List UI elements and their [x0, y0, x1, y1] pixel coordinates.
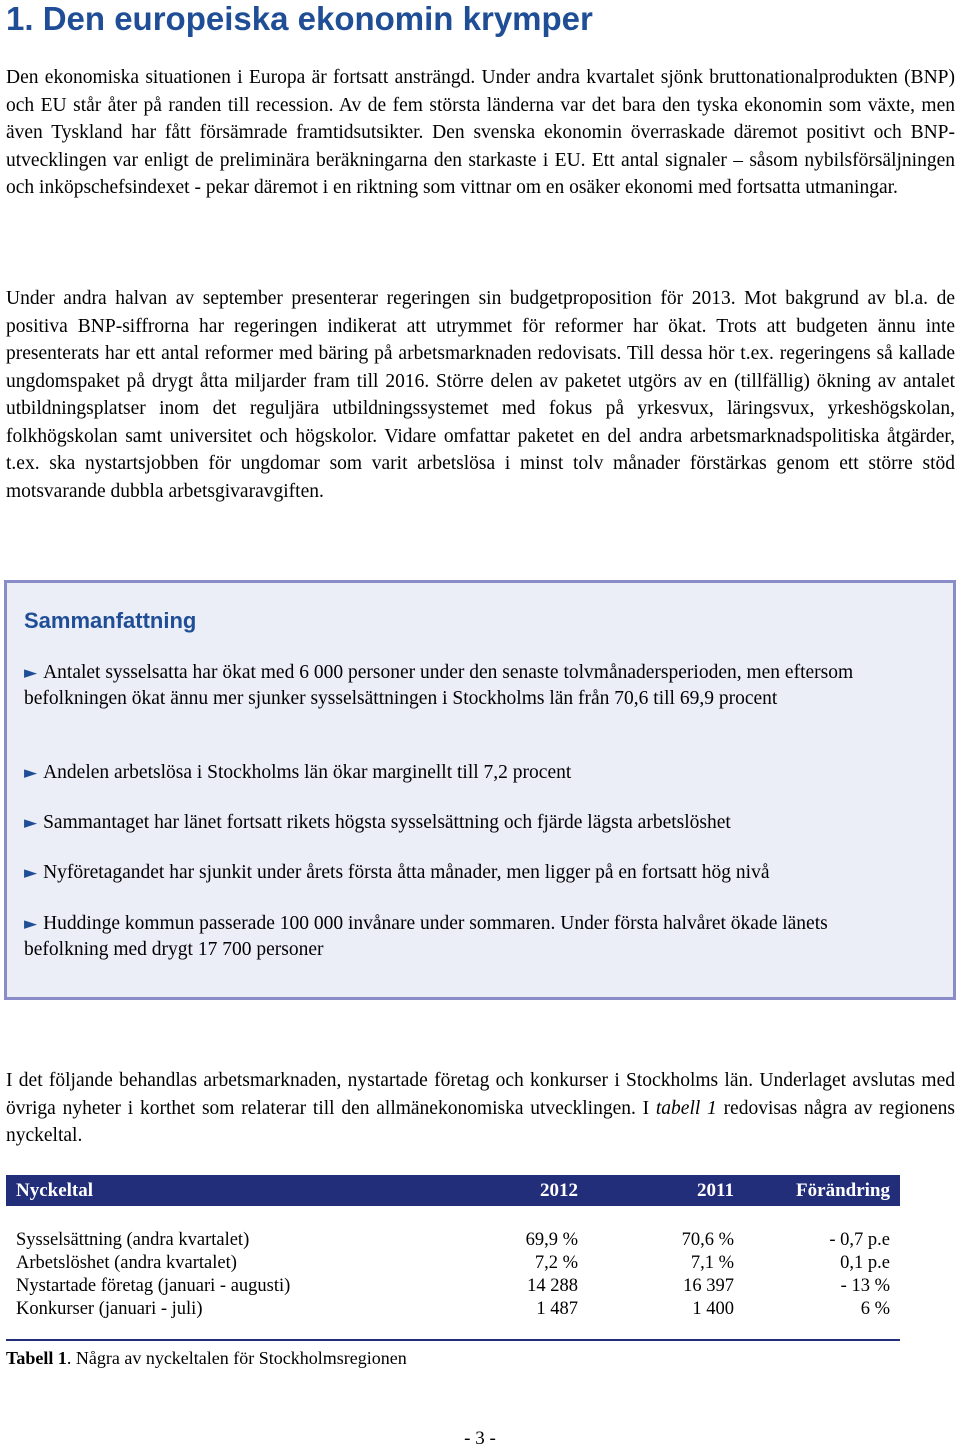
summary-bullet-text: Antalet sysselsatta har ökat med 6 000 personer under den senaste tolvmånadersperioden, men eftersom befolkningen ökat ännu mer sjunker sysselsättningen i Stockholms län från 70,6 till 69,9 procent [24, 662, 854, 709]
summary-bullet-text: Sammantaget har länet fortsatt rikets högsta sysselsättning och fjärde lägsta arbetslöshet [43, 812, 731, 833]
table-cell: 14 288 [527, 1276, 578, 1296]
header-2011: 2011 [697, 1180, 734, 1201]
table-cell: - 0,7 p.e [829, 1230, 890, 1250]
overview-paragraph [6, 1067, 955, 1150]
table-reference: tabell 1 [655, 1097, 717, 1119]
table-cell: Konkurser (januari - juli) [16, 1299, 203, 1319]
bullet-arrow-icon: ► [24, 914, 38, 934]
table-cell: 69,9 % [525, 1230, 578, 1250]
bullet-arrow-icon: ► [24, 863, 38, 883]
caption-text: . Några av nyckeltalen för Stockholmsregionen [66, 1348, 407, 1368]
bullet-arrow-icon: ► [24, 813, 38, 833]
table-cell: 1 487 [536, 1299, 578, 1319]
overview-text: I det följande behandlas arbetsmarknaden, nystartade företag och konkurser i Stockholms län. Underlaget avslutas med övriga nyheter i korthet som relaterar till den allmänekonomiska utvecklingen. I [6, 1070, 955, 1119]
table-cell: Sysselsättning (andra kvartalet) [16, 1230, 250, 1250]
table-cell: 0,1 p.e [840, 1253, 890, 1273]
table-row [6, 1275, 900, 1298]
header-nyckeltal: Nyckeltal [16, 1180, 94, 1201]
table-cell: 6 % [860, 1299, 890, 1319]
intro-paragraph: Den ekonomiska situationen i Europa är fortsatt ansträngd. Under andra kvartalet sjönk bruttonationalprodukten (BNP) och EU står åter på randen till recession. Av de fem största länderna var det bara den tyska ekonomin som växte, men även Tyskland har fått försämrade framtidsutsikter. Den svenska ekonomin överraskade däremot positivt och BNP-utvecklingen var enligt de preliminära beräkningarna den starkaste i EU. Ett antal signaler – såsom nybilsförsäljningen och inköpschefsindexet - pekar däremot i en riktning som vittnar om en osäker ekonomi med fortsatta utmaningar. [6, 67, 955, 198]
table-row [6, 1298, 900, 1321]
summary-box [4, 580, 956, 1000]
table-caption [6, 1346, 407, 1370]
header-forandring: Förändring [796, 1180, 890, 1201]
table-row [6, 1229, 900, 1252]
summary-bullet-text: Nyföretagandet har sjunkit under årets första åtta månader, men ligger på en fortsatt hög nivå [43, 862, 770, 883]
summary-bullet [24, 860, 904, 886]
table-row [6, 1252, 900, 1275]
table-cell: 7,2 % [534, 1253, 578, 1273]
bullet-arrow-icon: ► [24, 763, 38, 783]
table-cell: 16 397 [683, 1276, 734, 1296]
budget-paragraph: Under andra halvan av september presenterar regeringen sin budgetproposition för 2013. Mot bakgrund av bl.a. de positiva BNP-siffrorna har regeringen indikerat att utrymmet för reformer har ökat. Trots att budgeten ännu inte presenterats har ett antal reformer med bäring på arbetsmarknaden redovisats. Till dessa hör t.ex. regeringens så kallade ungdomspaket på drygt åtta miljarder fram till 2016. Större delen av paketet utgörs av en (tillfällig) ökning av antalet utbildningsplatser inom det reguljära utbildningssystemet med fokus på yrkesvux, läringsvux, yrkeshögskolan, folkhögskolan samt universitet och högskolor. Vidare omfattar paketet en del andra arbetsmarknadspolitiska åtgärder, t.ex. ska nystartsjobben för ungdomar som varit arbetslösa i minst tolv månader förstärkas genom ett större stöd motsvarande dubbla arbetsgivaravgiften. [6, 288, 955, 502]
page-heading: 1. Den europeiska ekonomin krymper [6, 0, 593, 37]
caption-label: Tabell 1 [6, 1348, 67, 1368]
summary-bullet [24, 760, 904, 786]
table-cell: - 13 % [840, 1276, 890, 1296]
summary-bullet [24, 911, 904, 962]
summary-bullet [24, 660, 904, 711]
summary-bullet [24, 810, 904, 836]
table-cell: 70,6 % [681, 1230, 734, 1250]
table-cell: 7,1 % [690, 1253, 734, 1273]
bullet-arrow-icon: ► [24, 663, 38, 683]
table-cell: 1 400 [692, 1299, 734, 1319]
table-cell: Nystartade företag (januari - augusti) [16, 1276, 291, 1296]
overview-text-end: redovisas några av regionens nyckeltal. [6, 1097, 955, 1146]
summary-title: Sammanfattning [24, 608, 197, 633]
summary-bullet-text: Andelen arbetslösa i Stockholms län ökar marginellt till 7,2 procent [43, 762, 572, 783]
page-number: - 3 - [464, 1428, 496, 1449]
table-cell: Arbetslöshet (andra kvartalet) [16, 1253, 237, 1273]
summary-bullet-text: Huddinge kommun passerade 100 000 invånare under sommaren. Under första halvåret ökade länets befolkning med drygt 17 700 personer [24, 913, 828, 960]
table-bottom-rule [6, 1339, 900, 1341]
header-2012: 2012 [540, 1180, 578, 1201]
table-header-row [6, 1175, 900, 1206]
